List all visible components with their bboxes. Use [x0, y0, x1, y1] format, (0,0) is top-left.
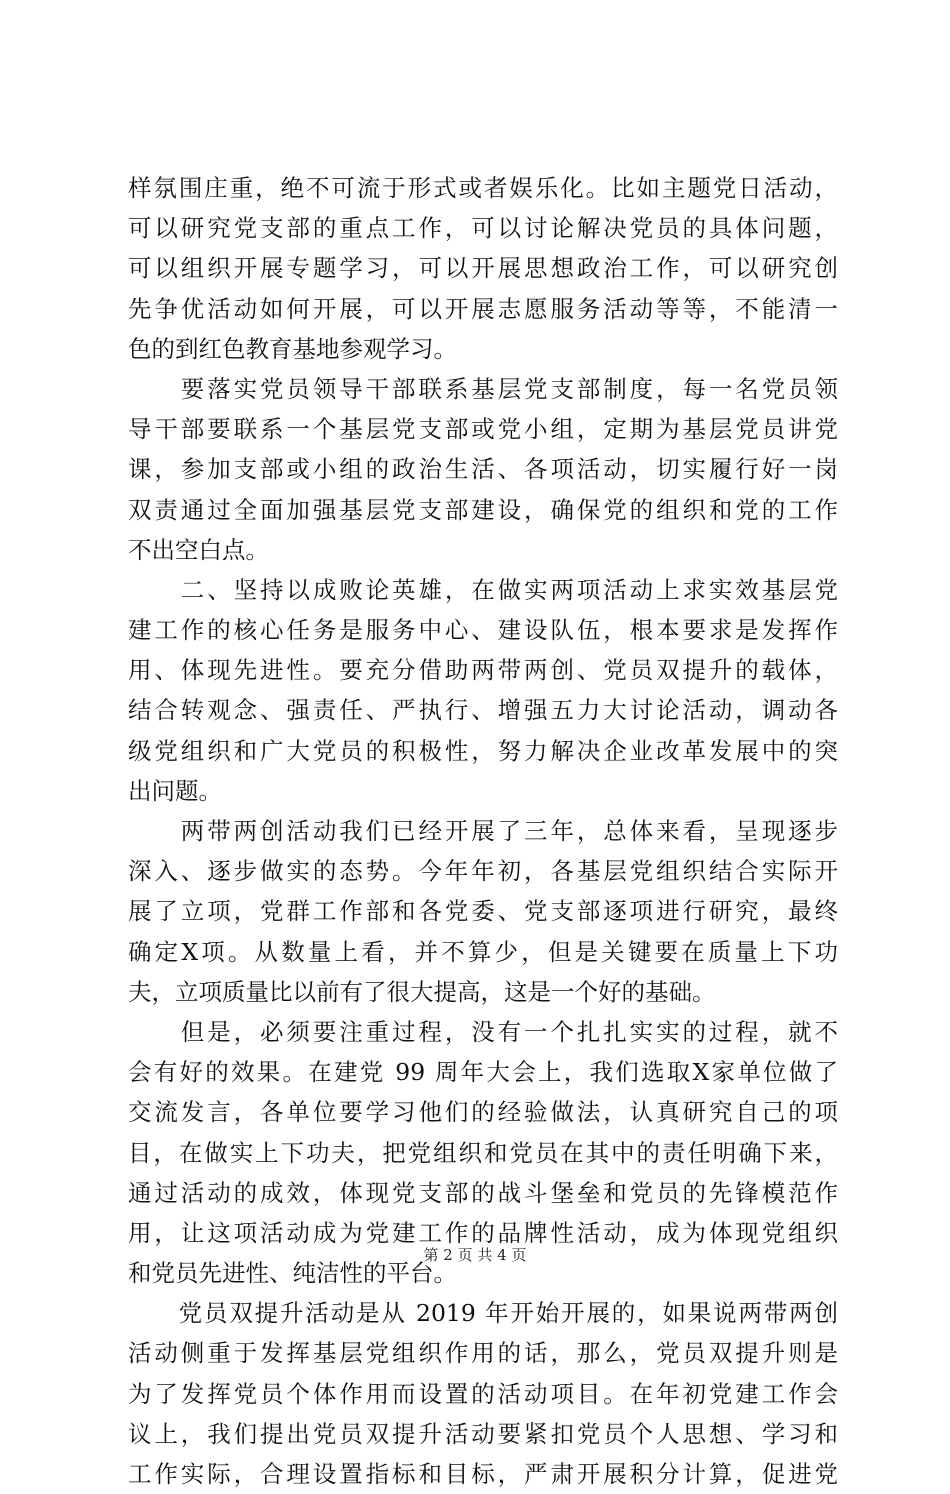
text-line: 目，在做实上下功夫，把党组织和党员在其中的责任明确下来，	[128, 1138, 838, 1167]
text-line: 展了立项，党群工作部和各党委、党支部逐项进行研究，最终	[128, 897, 838, 926]
text-line: 建工作的核心任务是服务中心、建设队伍，根本要求是发挥作	[128, 616, 838, 645]
text-line: 为了发挥党员个体作用而设置的活动项目。在年初党建工作会	[128, 1379, 838, 1408]
text-line: 通过活动的成效，体现党支部的战斗堡垒和党员的先锋模范作	[128, 1178, 838, 1207]
text-line: 可以研究党支部的重点工作，可以讨论解决党员的具体问题，	[128, 214, 838, 243]
text-line: 用、体现先进性。要充分借助两带两创、党员双提升的载体，	[128, 656, 838, 685]
text-line: 色的到红色教育基地参观学习。	[128, 334, 457, 363]
page-footer: 第 2 页 共 4 页	[423, 1246, 527, 1264]
text-line: 二、坚持以成败论英雄，在做实两项活动上求实效基层党	[128, 575, 838, 604]
text-line: 党员双提升活动是从 2019 年开始开展的，如果说两带两创	[128, 1299, 838, 1328]
text-line: 但是，必须要注重过程，没有一个扎扎实实的过程，就不	[128, 1017, 838, 1046]
text-line: 双责通过全面加强基层党支部建设，确保党的组织和党的工作	[128, 495, 838, 524]
body-text	[128, 168, 838, 1494]
text-line: 出问题。	[128, 776, 222, 805]
text-line: 交流发言，各单位要学习他们的经验做法，认真研究自己的项	[128, 1098, 838, 1127]
text-line: 用，让这项活动成为党建工作的品牌性活动，成为体现党组织	[128, 1218, 838, 1247]
text-line: 深入、逐步做实的态势。今年年初，各基层党组织结合实际开	[128, 857, 838, 886]
text-line: 两带两创活动我们已经开展了三年，总体来看，呈现逐步	[128, 817, 838, 845]
text-line: 会有好的效果。在建党 99 周年大会上，我们选取X家单位做了	[128, 1058, 838, 1087]
text-line: 样氛围庄重，绝不可流于形式或者娱乐化。比如主题党日活动，	[128, 174, 838, 202]
text-line: 活动侧重于发挥基层党组织作用的话，那么，党员双提升则是	[128, 1339, 838, 1368]
text-line: 结合转观念、强责任、严执行、增强五力大讨论活动，调动各	[128, 696, 838, 725]
text-line: 导干部要联系一个基层党支部或党小组，定期为基层党员讲党	[128, 415, 838, 444]
text-line: 可以组织开展专题学习，可以开展思想政治工作，可以研究创	[128, 254, 838, 283]
text-line: 课，参加支部或小组的政治生活、各项活动，切实履行好一岗	[128, 455, 838, 484]
text-line: 级党组织和广大党员的积极性，努力解决企业改革发展中的突	[128, 736, 838, 765]
text-line: 工作实际，合理设置指标和目标，严肃开展积分计算，促进党	[128, 1460, 838, 1488]
text-line: 不出空白点。	[128, 535, 269, 564]
text-line: 要落实党员领导干部联系基层党支部制度，每一名党员领	[128, 374, 838, 403]
text-line: 确定X项。从数量上看，并不算少，但是关键要在质量上下功	[128, 937, 838, 966]
text-line: 先争优活动如何开展，可以开展志愿服务活动等等，不能清一	[128, 294, 838, 323]
text-line: 夫，立项质量比以前有了很大提高，这是一个好的基础。	[128, 977, 716, 1006]
text-line: 议上，我们提出党员双提升活动要紧扣党员个人思想、学习和	[128, 1419, 838, 1448]
text-line: 和党员先进性、纯洁性的平台。	[128, 1259, 457, 1288]
